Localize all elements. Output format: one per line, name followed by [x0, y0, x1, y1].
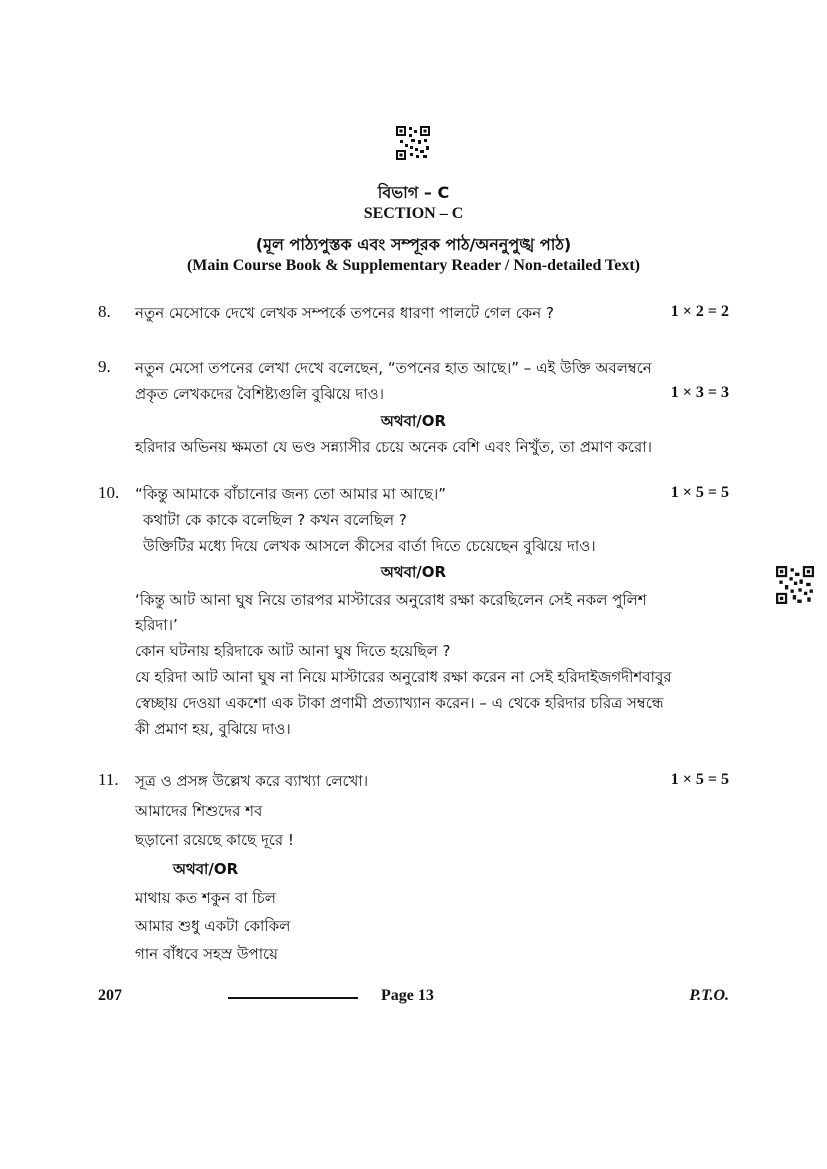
question-10-alt-line-1: ‘কিন্তু আট আনা ঘুষ নিয়ে তারপর মাস্টারের অনুরোধ রক্ষা করেছিলেন সেই নকল পুলিশ [135, 591, 647, 609]
poem-line-3: মাথায় কত শকুন বা চিল [135, 889, 276, 907]
question-number-11: 11. [98, 770, 119, 789]
question-9-line-2: প্রকৃত লেখকদের বৈশিষ্ট্যগুলি বুঝিয়ে দাও। [135, 385, 384, 403]
question-10-alt-line-5: স্বেচ্ছায় দেওয়া একশো এক টাকা প্রণামী প্রত্যাখ্যান করেন। – এ থেকে হরিদার চরিত্র সম্বন্ধে [135, 694, 664, 712]
section-title-bengali: বিভাগ – C [377, 183, 450, 202]
poem-line-2: ছড়ানো রয়েছে কাছে দূরে ! [135, 831, 294, 849]
question-8-text: নতুন মেসোকে দেখে লেখক সম্পর্কে তপনের ধারণা পালটে গেল কেন ? [135, 304, 554, 322]
question-10-alt-line-2: হরিদা।’ [135, 616, 178, 634]
question-10-alt-line-4: যে হরিদা আট আনা ঘুষ না নিয়ে মাস্টারের অনুরোধ রক্ষা করেন না সেই হরিদাইজগদীশবাবুর [135, 668, 672, 686]
poem-line-1: আমাদের শিশুদের শব [135, 802, 263, 820]
question-10-or: অথবা/OR [380, 563, 447, 581]
question-11-marks: 1 × 5 = 5 [670, 771, 729, 788]
question-number-8: 8. [98, 302, 111, 321]
paper-code: 207 [98, 987, 122, 1004]
question-9-line-1: নতুন মেসো তপনের লেখা দেখে বলেছেন, “তপনের হাত আছে।” – এই উক্তি অবলম্বনে [135, 359, 652, 377]
question-10-line-3: উক্তিটির মধ্যে দিয়ে লেখক আসলে কীসের বার্তা দিতে চেয়েছেন বুঝিয়ে দাও। [143, 537, 596, 555]
question-number-10: 10. [98, 483, 120, 502]
section-subtitle-bengali: (মূল পাঠ্যপুস্তক এবং সম্পূরক পাঠ/অননুপুঙ্খ পাঠ) [255, 235, 572, 254]
question-10-alt-line-6: কী প্রমাণ হয়, বুঝিয়ে দাও। [135, 720, 291, 738]
question-11-text: সূত্র ও প্রসঙ্গ উল্লেখ করে ব্যাখ্যা লেখো। [135, 772, 369, 790]
question-9-marks: 1 × 3 = 3 [670, 384, 729, 401]
poem-line-4: আমার শুধু একটা কোকিল [135, 917, 291, 935]
page-number: Page 13 [381, 987, 434, 1004]
question-11-or: অথবা/OR [173, 860, 239, 878]
footer-divider [228, 997, 358, 999]
question-8-marks: 1 × 2 = 2 [670, 303, 729, 320]
question-10-alt-line-3: কোন ঘটনায় হরিদাকে আট আনা ঘুষ দিতে হয়েছিল ? [135, 642, 451, 660]
question-10-line-1: “কিন্তু আমাকে বাঁচানোর জন্য তো আমার মা আছে।” [135, 485, 446, 503]
question-9-alternative: হরিদার অভিনয় ক্ষমতা যে ভণ্ড সন্ন্যাসীর চেয়ে অনেক বেশি এবং নিখুঁত, তা প্রমাণ করো। [135, 438, 652, 456]
question-9-or: অথবা/OR [380, 412, 447, 430]
pto-label: P.T.O. [689, 987, 729, 1004]
poem-line-5: গান বাঁধবে সহস্র উপায়ে [135, 945, 278, 963]
question-number-9: 9. [98, 357, 111, 376]
section-subtitle-english: (Main Course Book & Supplementary Reader / Non-detailed Text) [186, 257, 641, 274]
question-10-marks: 1 × 5 = 5 [670, 484, 729, 501]
top-qr-code-icon [396, 126, 430, 160]
section-title-english: SECTION – C [363, 205, 464, 222]
question-10-line-2: কথাটা কে কাকে বলেছিল ? কখন বলেছিল ? [143, 511, 407, 529]
